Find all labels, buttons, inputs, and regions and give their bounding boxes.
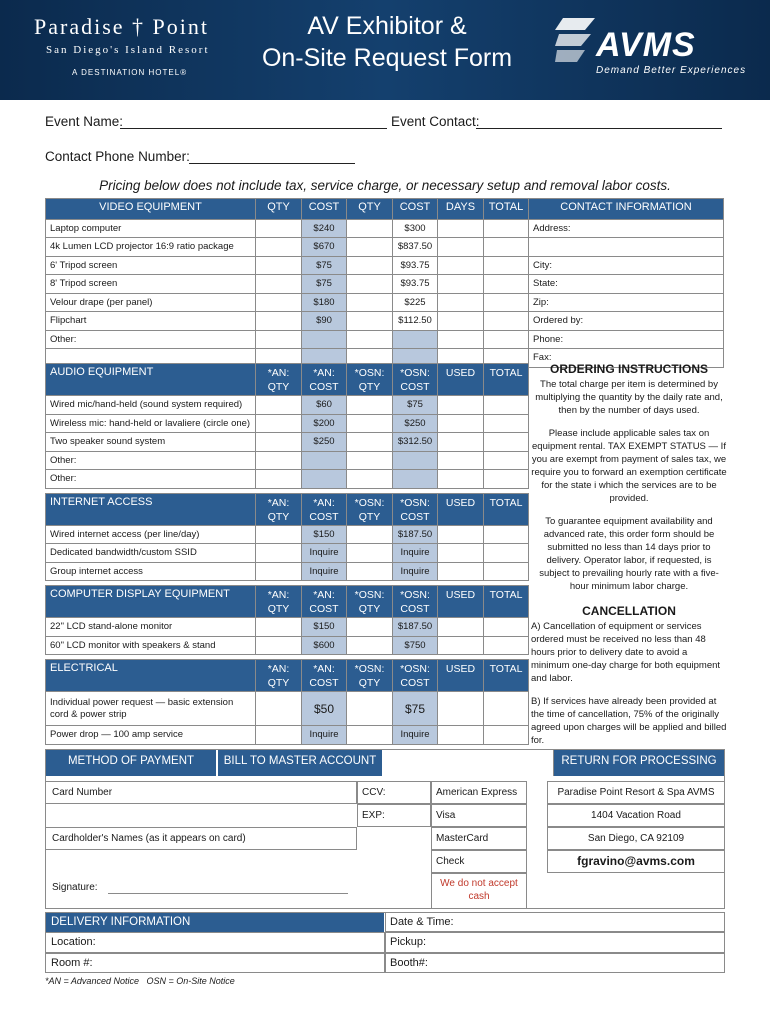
- cancellation-a: A) Cancellation of equipment or services ordered must be received no less than 48 hours prior to delivery date to avoid a minimum one-day charge for both equipment and labor.: [531, 621, 721, 684]
- table-row: [46, 219, 724, 238]
- col-an-cost: *AN: COST: [302, 660, 347, 692]
- qty-cell[interactable]: [256, 414, 302, 433]
- days-cell[interactable]: [438, 256, 484, 275]
- qty-cell[interactable]: [256, 726, 302, 745]
- total-cell[interactable]: [484, 726, 529, 745]
- video-header-days: DAYS: [438, 199, 484, 220]
- exp-field[interactable]: EXP:: [357, 804, 431, 827]
- col-used: USED: [438, 586, 484, 618]
- col-total: TOTAL: [484, 660, 529, 692]
- qty-cell[interactable]: [256, 451, 302, 470]
- room-field[interactable]: Room #:: [45, 953, 385, 973]
- col-an-qty: *AN: QTY: [256, 364, 302, 396]
- price-cell: Inquire: [393, 562, 438, 581]
- days-cell[interactable]: [438, 312, 484, 331]
- qty-cell[interactable]: [256, 275, 302, 294]
- total-cell[interactable]: [484, 238, 529, 257]
- item-label-other[interactable]: Other:: [46, 451, 256, 470]
- video-header-cost2: COST: [393, 199, 438, 220]
- item-label: Power drop — 100 amp service: [46, 726, 256, 745]
- price-cell[interactable]: [393, 470, 438, 489]
- qty-cell[interactable]: [347, 470, 393, 489]
- ordering-p2: Please include applicable sales tax on equipment rental. TAX EXEMPT STATUS — If you are exempt from payment of sales tax, we require you to forward an exemption certificate for the state i which the services are to be provided.: [531, 428, 727, 504]
- qty-cell[interactable]: [256, 562, 302, 581]
- bill-to-master-account-bar[interactable]: [216, 750, 382, 776]
- used-cell[interactable]: [438, 470, 484, 489]
- return-line-1: Paradise Point Resort & Spa AVMS: [547, 781, 725, 804]
- return-line-3: San Diego, CA 92109: [547, 827, 725, 850]
- used-cell[interactable]: [438, 396, 484, 415]
- ccv-field[interactable]: CCV:: [357, 781, 431, 804]
- total-cell[interactable]: [484, 562, 529, 581]
- col-osn-qty: *OSN: QTY: [347, 660, 393, 692]
- total-cell[interactable]: [484, 256, 529, 275]
- price-cell: $187.50: [393, 618, 438, 637]
- price-cell: Inquire: [393, 726, 438, 745]
- table-row: [46, 396, 529, 415]
- qty-cell[interactable]: [347, 562, 393, 581]
- price-cell: $200: [302, 414, 347, 433]
- item-label: Wireless mic: hand-held or lavaliere (circle one): [46, 414, 256, 433]
- table-row: [46, 312, 724, 331]
- col-used: USED: [438, 660, 484, 692]
- method-of-payment-header: METHOD OF PAYMENT: [46, 750, 216, 776]
- item-label: Dedicated bandwidth/custom SSID: [46, 544, 256, 563]
- qty-cell[interactable]: [347, 312, 393, 331]
- price-cell[interactable]: [302, 470, 347, 489]
- used-cell[interactable]: [438, 544, 484, 563]
- item-label: 4k Lumen LCD projector 16:9 ratio package: [46, 238, 256, 257]
- contact-fax[interactable]: Fax:: [529, 349, 724, 368]
- used-cell[interactable]: [438, 692, 484, 726]
- col-an-qty: *AN: QTY: [256, 660, 302, 692]
- price-cell: $75: [302, 256, 347, 275]
- qty-cell[interactable]: [347, 636, 393, 655]
- price-cell: $312.50: [393, 433, 438, 452]
- qty-cell[interactable]: [256, 525, 302, 544]
- col-used: USED: [438, 364, 484, 396]
- table-row: [46, 256, 724, 275]
- qty-cell[interactable]: [347, 618, 393, 637]
- qty-cell[interactable]: [347, 275, 393, 294]
- qty-cell[interactable]: [347, 256, 393, 275]
- col-total: TOTAL: [484, 493, 529, 525]
- item-label: Wired internet access (per line/day): [46, 525, 256, 544]
- video-header-qty2: QTY: [347, 199, 393, 220]
- price-cell[interactable]: [393, 330, 438, 349]
- price-cell: $93.75: [393, 275, 438, 294]
- contact-address-2[interactable]: [529, 238, 724, 257]
- cardholder-name-field[interactable]: Cardholder's Names (as it appears on card): [45, 827, 357, 850]
- form-title-line1: AV Exhibitor &: [307, 12, 467, 40]
- used-cell[interactable]: [438, 726, 484, 745]
- price-cell: $180: [302, 293, 347, 312]
- price-cell: Inquire: [393, 544, 438, 563]
- video-equipment-table: [45, 198, 724, 368]
- ordering-p1: The total charge per item is determined by multiplying the quantity by the daily rate and, then by the number of days used.: [535, 379, 723, 416]
- qty-cell[interactable]: [347, 433, 393, 452]
- signature-field[interactable]: [108, 893, 348, 894]
- contact-phone-field[interactable]: [189, 163, 355, 164]
- total-cell[interactable]: [484, 636, 529, 655]
- qty-cell[interactable]: [256, 692, 302, 726]
- qty-cell[interactable]: [347, 544, 393, 563]
- event-name-label: Event Name:: [45, 114, 124, 129]
- return-line-2: 1404 Vacation Road: [547, 804, 725, 827]
- col-osn-cost: *OSN: COST: [393, 586, 438, 618]
- ordering-p3: To guarantee equipment availability and advanced rate, this order form should be submitted no less than 14 days prior to delivery. Operator labor, if requested, is subject to prevailing hourly rate with a five-hour minimum labor charge.: [539, 516, 719, 592]
- used-cell[interactable]: [438, 525, 484, 544]
- total-cell[interactable]: [484, 544, 529, 563]
- days-cell[interactable]: [438, 219, 484, 238]
- days-cell[interactable]: [438, 293, 484, 312]
- price-cell: $225: [393, 293, 438, 312]
- qty-cell[interactable]: [347, 726, 393, 745]
- no-cash-note: We do not accept cash: [431, 873, 527, 909]
- location-field[interactable]: Location:: [45, 932, 385, 953]
- qty-cell[interactable]: [256, 256, 302, 275]
- qty-cell[interactable]: [347, 396, 393, 415]
- internet-section-title: INTERNET ACCESS: [46, 493, 256, 525]
- item-label: 60" LCD monitor with speakers & stand: [46, 636, 256, 655]
- table-row: [46, 293, 724, 312]
- price-cell: $93.75: [393, 256, 438, 275]
- qty-cell[interactable]: [347, 219, 393, 238]
- table-row: [46, 330, 724, 349]
- equipment-sections-table: [45, 363, 529, 745]
- qty-cell[interactable]: [256, 293, 302, 312]
- video-header-qty: QTY: [256, 199, 302, 220]
- col-osn-qty: *OSN: QTY: [347, 586, 393, 618]
- qty-cell[interactable]: [256, 238, 302, 257]
- col-used: USED: [438, 493, 484, 525]
- price-cell: $150: [302, 618, 347, 637]
- resort-tagline: A DESTINATION HOTEL®: [72, 68, 188, 77]
- col-an-cost: *AN: COST: [302, 364, 347, 396]
- col-osn-qty: *OSN: QTY: [347, 364, 393, 396]
- used-cell[interactable]: [438, 618, 484, 637]
- audio-section-title: AUDIO EQUIPMENT: [46, 364, 256, 396]
- table-row: [46, 414, 529, 433]
- price-cell: $750: [393, 636, 438, 655]
- table-row: [46, 618, 529, 637]
- price-cell: $240: [302, 219, 347, 238]
- bill-to-master-account-label: BILL TO MASTER ACCOUNT: [223, 755, 377, 767]
- col-osn-qty: *OSN: QTY: [347, 493, 393, 525]
- qty-cell[interactable]: [256, 312, 302, 331]
- qty-cell[interactable]: [347, 330, 393, 349]
- item-label: Flipchart: [46, 312, 256, 331]
- booth-field[interactable]: Booth#:: [385, 953, 725, 973]
- price-cell: $112.50: [393, 312, 438, 331]
- header-banner: [0, 0, 770, 100]
- price-cell: $75: [393, 396, 438, 415]
- payment-option-check[interactable]: Check: [431, 850, 527, 873]
- price-cell: $600: [302, 636, 347, 655]
- total-cell[interactable]: [484, 414, 529, 433]
- event-contact-label: Event Contact:: [391, 114, 480, 129]
- price-cell[interactable]: [302, 330, 347, 349]
- price-cell[interactable]: [393, 451, 438, 470]
- table-row: [46, 562, 529, 581]
- event-contact-field[interactable]: [476, 128, 722, 129]
- days-cell[interactable]: [438, 330, 484, 349]
- price-cell: $187.50: [393, 525, 438, 544]
- item-label: Individual power request — basic extension cord & power strip: [46, 692, 256, 726]
- table-row: [46, 636, 529, 655]
- col-an-qty: *AN: QTY: [256, 493, 302, 525]
- footnote: *AN = Advanced Notice OSN = On-Site Notice: [45, 976, 235, 986]
- qty-cell[interactable]: [256, 618, 302, 637]
- days-cell[interactable]: [438, 275, 484, 294]
- payment-option-mastercard[interactable]: MasterCard: [431, 827, 527, 850]
- video-header-item: VIDEO EQUIPMENT: [46, 199, 256, 220]
- contact-zip[interactable]: Zip:: [529, 293, 724, 312]
- contact-address[interactable]: Address:: [529, 219, 724, 238]
- total-cell[interactable]: [484, 692, 529, 726]
- qty-cell[interactable]: [256, 396, 302, 415]
- used-cell[interactable]: [438, 414, 484, 433]
- avms-wordmark: AVMS: [596, 26, 696, 64]
- item-label: 6' Tripod screen: [46, 256, 256, 275]
- qty-cell[interactable]: [256, 470, 302, 489]
- price-cell: Inquire: [302, 562, 347, 581]
- total-cell[interactable]: [484, 293, 529, 312]
- col-osn-cost: *OSN: COST: [393, 493, 438, 525]
- total-cell[interactable]: [484, 451, 529, 470]
- price-cell: $75: [393, 692, 438, 726]
- qty-cell[interactable]: [256, 433, 302, 452]
- used-cell[interactable]: [438, 562, 484, 581]
- video-header-cost: COST: [302, 199, 347, 220]
- contact-info-header: CONTACT INFORMATION: [529, 199, 724, 220]
- payment-option-visa[interactable]: Visa: [431, 804, 527, 827]
- video-header-total: TOTAL: [484, 199, 529, 220]
- table-row: [46, 275, 724, 294]
- ordering-instructions-title: ORDERING INSTRUCTIONS: [549, 362, 708, 376]
- col-an-cost: *AN: COST: [302, 586, 347, 618]
- table-row: [46, 525, 529, 544]
- qty-cell[interactable]: [256, 219, 302, 238]
- delivery-information-header: DELIVERY INFORMATION: [46, 913, 384, 932]
- item-label-other[interactable]: Other:: [46, 330, 256, 349]
- price-cell[interactable]: [302, 451, 347, 470]
- price-cell: $90: [302, 312, 347, 331]
- table-row: [46, 470, 529, 489]
- price-cell: Inquire: [302, 544, 347, 563]
- total-cell[interactable]: [484, 396, 529, 415]
- table-row: [46, 451, 529, 470]
- item-label-other[interactable]: Other:: [46, 470, 256, 489]
- qty-cell[interactable]: [347, 525, 393, 544]
- avms-logo-icon: [555, 16, 595, 68]
- price-cell: $250: [393, 414, 438, 433]
- contact-phone[interactable]: Phone:: [529, 330, 724, 349]
- total-cell[interactable]: [484, 312, 529, 331]
- resort-subtitle: San Diego's Island Resort: [46, 44, 210, 56]
- total-cell[interactable]: [484, 618, 529, 637]
- item-label: Two speaker sound system: [46, 433, 256, 452]
- pickup-field[interactable]: Pickup:: [385, 932, 725, 953]
- item-label: Velour drape (per panel): [46, 293, 256, 312]
- used-cell[interactable]: [438, 636, 484, 655]
- pricing-note: Pricing below does not include tax, service charge, or necessary setup and removal labor costs.: [99, 178, 671, 193]
- price-cell: $60: [302, 396, 347, 415]
- col-an-cost: *AN: COST: [302, 493, 347, 525]
- item-label: 8' Tripod screen: [46, 275, 256, 294]
- price-cell: $50: [302, 692, 347, 726]
- used-cell[interactable]: [438, 451, 484, 470]
- cancellation-title: CANCELLATION: [582, 604, 676, 618]
- table-row: [46, 433, 529, 452]
- qty-cell[interactable]: [256, 636, 302, 655]
- item-label: 22" LCD stand-alone monitor: [46, 618, 256, 637]
- total-cell[interactable]: [484, 525, 529, 544]
- table-row: [46, 238, 724, 257]
- table-row: [46, 544, 529, 563]
- item-label: Laptop computer: [46, 219, 256, 238]
- qty-cell[interactable]: [256, 544, 302, 563]
- price-cell: $250: [302, 433, 347, 452]
- qty-cell[interactable]: [347, 414, 393, 433]
- payment-option-amex[interactable]: American Express: [431, 781, 527, 804]
- total-cell[interactable]: [484, 433, 529, 452]
- col-total: TOTAL: [484, 364, 529, 396]
- date-time-field[interactable]: Date & Time:: [385, 912, 725, 932]
- avms-slogan: Demand Better Experiences: [596, 65, 747, 76]
- event-name-field[interactable]: [120, 128, 387, 129]
- total-cell[interactable]: [484, 330, 529, 349]
- signature-label: Signature:: [52, 882, 98, 893]
- price-cell: $670: [302, 238, 347, 257]
- qty-cell[interactable]: [256, 330, 302, 349]
- electrical-section-title: ELECTRICAL: [46, 660, 256, 692]
- col-osn-cost: *OSN: COST: [393, 660, 438, 692]
- total-cell[interactable]: [484, 470, 529, 489]
- contact-ordered-by[interactable]: Ordered by:: [529, 312, 724, 331]
- display-section-title: COMPUTER DISPLAY EQUIPMENT: [46, 586, 256, 618]
- days-cell[interactable]: [438, 238, 484, 257]
- cancellation-b: B) If services have already been provided at the time of cancellation, 75% of the originally agreed upon charges will be applied and billed for.: [531, 696, 727, 746]
- master-account-field[interactable]: [384, 750, 554, 776]
- return-for-processing-header: RETURN FOR PROCESSING: [554, 750, 724, 776]
- table-row: [46, 726, 529, 745]
- item-label: Wired mic/hand-held (sound system required): [46, 396, 256, 415]
- total-cell[interactable]: [484, 219, 529, 238]
- price-cell: $837.50: [393, 238, 438, 257]
- table-row: [46, 692, 529, 726]
- col-an-qty: *AN: QTY: [256, 586, 302, 618]
- col-total: TOTAL: [484, 586, 529, 618]
- qty-cell[interactable]: [347, 692, 393, 726]
- form-title-line2: On-Site Request Form: [261, 44, 513, 72]
- contact-phone-label: Contact Phone Number:: [45, 149, 190, 164]
- resort-name: Paradise † Point: [34, 14, 209, 39]
- price-cell: $150: [302, 525, 347, 544]
- card-number-field[interactable]: Card Number: [45, 781, 357, 804]
- price-cell: $300: [393, 219, 438, 238]
- total-cell[interactable]: [484, 275, 529, 294]
- col-osn-cost: *OSN: COST: [393, 364, 438, 396]
- used-cell[interactable]: [438, 433, 484, 452]
- contact-city[interactable]: City:: [529, 256, 724, 275]
- qty-cell[interactable]: [347, 238, 393, 257]
- qty-cell[interactable]: [347, 293, 393, 312]
- return-email[interactable]: fgravino@avms.com: [547, 850, 725, 873]
- qty-cell[interactable]: [347, 451, 393, 470]
- price-cell: $75: [302, 275, 347, 294]
- price-cell: Inquire: [302, 726, 347, 745]
- contact-state[interactable]: State:: [529, 275, 724, 294]
- item-label: Group internet access: [46, 562, 256, 581]
